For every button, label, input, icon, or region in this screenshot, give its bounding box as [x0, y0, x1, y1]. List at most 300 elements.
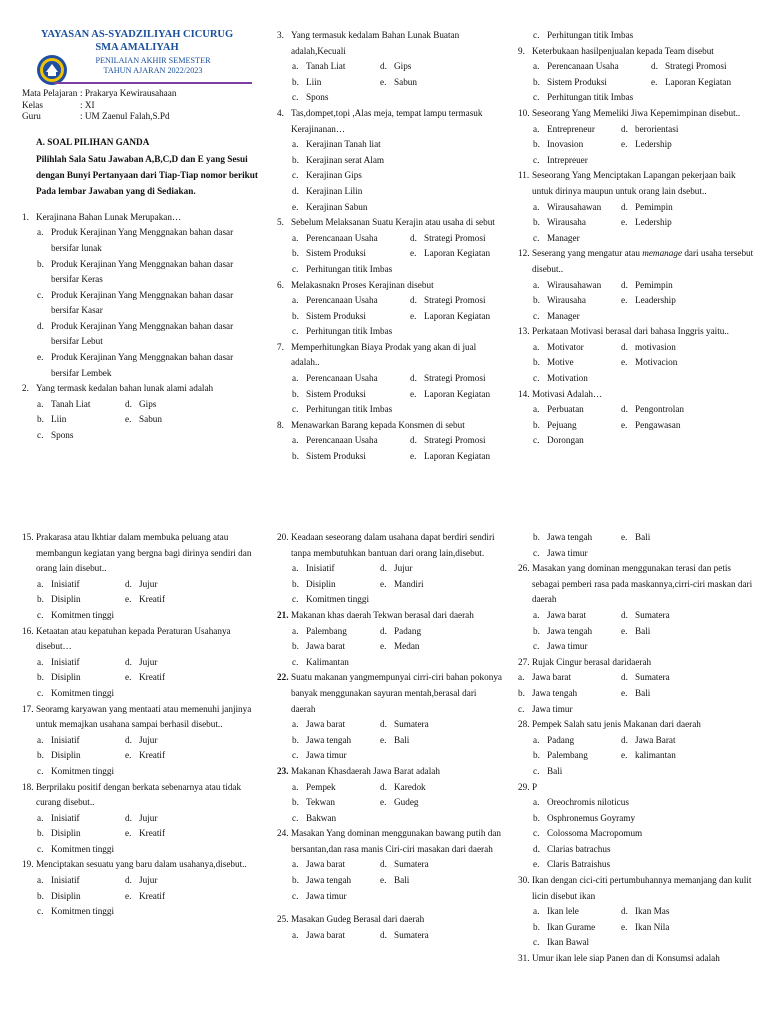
- option-row: [518, 122, 758, 138]
- question: [518, 106, 758, 122]
- text-label: Ledership: [635, 139, 672, 150]
- option: [22, 608, 260, 624]
- option-letter: e.: [621, 419, 628, 430]
- option-row: [277, 246, 502, 262]
- question-number: 22.: [277, 672, 289, 683]
- text-label: Sistem Produksi: [306, 248, 366, 259]
- option-letter: d.: [125, 398, 132, 409]
- option-letter: e.: [125, 594, 132, 605]
- option-letter: b.: [518, 687, 525, 698]
- question-number: 7.: [277, 341, 284, 352]
- option: [518, 842, 758, 858]
- option-letter: a.: [533, 341, 540, 352]
- text-label: Inisiatif: [51, 578, 80, 589]
- question-number: 4.: [277, 107, 284, 118]
- text-label: motivasion: [635, 341, 676, 352]
- question-number: 17.: [22, 703, 34, 714]
- option-letter: d.: [621, 201, 628, 212]
- text-label: Jawa timur: [532, 703, 573, 714]
- question: [518, 655, 758, 671]
- column-1-top: [22, 28, 260, 444]
- text-label: Strategi Promosi: [424, 373, 486, 384]
- text-label: Sabun: [139, 414, 162, 425]
- option-letter: a.: [292, 139, 299, 150]
- option: [518, 935, 758, 951]
- option: [518, 231, 758, 247]
- option-row: [518, 748, 758, 764]
- option-letter: a.: [533, 279, 540, 290]
- option-letter: d.: [125, 656, 132, 667]
- option-letter: b.: [37, 258, 44, 269]
- question-number: 23.: [277, 765, 289, 776]
- text-label: Laporan Kegiatan: [424, 388, 491, 399]
- option-letter: e.: [125, 890, 132, 901]
- option: [22, 288, 260, 319]
- option-letter: e.: [125, 672, 132, 683]
- column-1-bottom: [22, 530, 260, 920]
- option-letter: e.: [380, 875, 387, 886]
- option-row: [277, 293, 502, 309]
- meta-key: Mata Pelajaran: [22, 88, 78, 98]
- question-number: 15.: [22, 532, 34, 542]
- text-label: Liin: [306, 76, 322, 87]
- school-name: YAYASAN AS-SYADZILIYAH CICURUG: [40, 29, 234, 40]
- option-letter: b.: [37, 672, 44, 683]
- text-label: Keterbukaan hasilpenjualan kepada Team disebut: [532, 45, 714, 56]
- option-letter: c.: [292, 404, 299, 415]
- option: [22, 319, 260, 350]
- text-label: Jujur: [139, 656, 158, 667]
- text-label: Ikan Mas: [635, 906, 670, 917]
- option-letter: a.: [37, 875, 44, 886]
- question: [277, 912, 502, 928]
- question-number: 14.: [518, 388, 530, 399]
- option-letter: d.: [380, 563, 387, 574]
- option-row: [22, 655, 260, 671]
- text-label: Pemimpin: [635, 201, 673, 212]
- option-letter: a.: [37, 578, 44, 589]
- text-label: Makanan Khasdaerah Jawa Barat adalah: [291, 765, 440, 776]
- text-label: Makanan khas daerah Tekwan berasal dari daerah: [291, 609, 474, 620]
- text-label: Gudeg: [394, 797, 419, 808]
- option-row: [277, 59, 502, 75]
- text-label: Komitmen tinggi: [51, 906, 115, 917]
- option-row: [518, 200, 758, 216]
- text-label: Wirausahawan: [547, 201, 602, 212]
- option-letter: b.: [292, 641, 299, 652]
- option-letter: c.: [292, 750, 299, 761]
- option-letter: b.: [292, 76, 299, 87]
- text-label: Jawa tengah: [547, 532, 593, 542]
- option-letter: e.: [533, 859, 540, 870]
- text-label: Dorongan: [547, 435, 584, 446]
- option: [277, 748, 502, 764]
- text-label: Jujur: [139, 875, 158, 886]
- option-letter: a.: [37, 398, 44, 409]
- option-letter: d.: [380, 781, 387, 792]
- text-label: Laporan Kegiatan: [665, 76, 732, 87]
- text-label: Sistem Produksi: [306, 451, 366, 462]
- text-label: Strategi Promosi: [424, 232, 486, 243]
- option-row: [518, 59, 758, 75]
- text-label: Laporan Kegiatan: [424, 451, 491, 462]
- text-label: Entrepreneur: [547, 123, 595, 134]
- text-label: Manager: [547, 232, 580, 243]
- option: [277, 262, 502, 278]
- question-number: 24.: [277, 828, 289, 839]
- option-letter: e.: [125, 414, 132, 425]
- option-letter: c.: [518, 703, 525, 714]
- option-letter: e.: [125, 750, 132, 761]
- question-number: 28.: [518, 719, 530, 730]
- option-letter: c.: [533, 641, 540, 652]
- option-row: [518, 530, 758, 546]
- option-letter: d.: [37, 320, 44, 331]
- option-row: [518, 670, 758, 686]
- option-letter: b.: [533, 357, 540, 368]
- text-label: Kerajinana Bahan Lunak Merupakan…: [36, 211, 182, 222]
- header-divider: [54, 82, 252, 84]
- option-letter: a.: [37, 227, 44, 238]
- text-label: Motivator: [547, 341, 584, 352]
- text-label: Wirausahawan: [547, 279, 602, 290]
- option-letter: a.: [37, 734, 44, 745]
- text-label: Jujur: [394, 563, 413, 574]
- option-letter: b.: [533, 217, 540, 228]
- option-letter: d.: [621, 906, 628, 917]
- option-row: [518, 418, 758, 434]
- option-letter: a.: [533, 61, 540, 72]
- option-row: [277, 309, 502, 325]
- option-row: [518, 278, 758, 294]
- text-label: Ketaatan atau kepatuhan kepada Peraturan Usahanya disebut…: [36, 625, 231, 652]
- option-row: [518, 686, 758, 702]
- option-letter: d.: [410, 232, 417, 243]
- question-number: 18.: [22, 781, 34, 792]
- option-letter: d.: [410, 295, 417, 306]
- option-letter: a.: [292, 625, 299, 636]
- option-letter: c.: [533, 435, 540, 446]
- text-label: Produk Kerajinan Yang Menggnakan bahan dasar bersifar Keras: [51, 258, 234, 285]
- text-label: Perencanaan Usaha: [306, 435, 378, 446]
- option-letter: b.: [533, 750, 540, 761]
- option-letter: c.: [533, 30, 540, 40]
- option: [22, 904, 260, 920]
- option-row: [277, 639, 502, 655]
- option-letter: b.: [292, 310, 299, 321]
- text-label: Jawa tengah: [306, 875, 352, 886]
- option-letter: a.: [533, 734, 540, 745]
- text-label: Produk Kerajinan Yang Menggnakan bahan dasar bersifar Lembek: [51, 352, 234, 378]
- option-letter: d.: [125, 812, 132, 823]
- option-letter: b.: [292, 154, 299, 165]
- text-label: Kerajinan Gips: [306, 170, 362, 181]
- text-label: Kreatif: [139, 750, 166, 761]
- option-letter: c.: [37, 843, 44, 854]
- question-number: 3.: [277, 30, 284, 40]
- text-label: Osphronemus Goyramy: [547, 812, 636, 823]
- option: [518, 90, 758, 106]
- option: [518, 28, 758, 44]
- text-label: Inisiatif: [306, 563, 335, 574]
- text-label: Tekwan: [306, 797, 335, 808]
- option-letter: c.: [292, 594, 299, 605]
- option-letter: e.: [621, 217, 628, 228]
- text-label: Disiplin: [51, 750, 81, 761]
- text-label: Ikan Bawal: [547, 937, 590, 948]
- text-label: Perhitungan titik Imbas: [306, 263, 393, 274]
- question: [22, 624, 260, 655]
- option-letter: d.: [621, 341, 628, 352]
- option-letter: b.: [292, 875, 299, 886]
- text-label: Jawa timur: [306, 890, 347, 901]
- question: [22, 210, 260, 226]
- text-label: Jawa timur: [547, 547, 588, 558]
- text-label: Jawa tengah: [306, 734, 352, 745]
- text-label: Gips: [139, 398, 157, 409]
- option-letter: d.: [533, 843, 540, 854]
- option-row: [518, 733, 758, 749]
- option-letter: b.: [37, 828, 44, 839]
- option: [518, 795, 758, 811]
- option: [518, 639, 758, 655]
- option-row: [22, 889, 260, 905]
- text-label: Jujur: [139, 578, 158, 589]
- text-label: Umur ikan lele siap Panen dan di Konsumsi adalah: [532, 953, 720, 964]
- option-row: [518, 402, 758, 418]
- option-letter: c.: [533, 232, 540, 243]
- option-letter: c.: [37, 289, 44, 300]
- text-label: Jujur: [139, 734, 158, 745]
- option-letter: c.: [533, 547, 540, 558]
- option-letter: d.: [621, 734, 628, 745]
- text-label: Disiplin: [51, 672, 81, 683]
- text-label: Bali: [635, 625, 651, 636]
- exam-title: PENILAIAN AKHIR SEMESTER: [95, 56, 211, 65]
- option: [518, 309, 758, 325]
- question-number: 30.: [518, 875, 530, 886]
- text-label: Sumatera: [394, 859, 429, 870]
- text-label: Mandiri: [394, 578, 424, 589]
- letterhead: [22, 28, 260, 86]
- meta-key: Guru: [22, 111, 41, 121]
- text-label: Inisiatif: [51, 656, 80, 667]
- text-label: Bali: [635, 532, 651, 542]
- question: [22, 381, 260, 397]
- option: [22, 350, 260, 381]
- option: [22, 428, 260, 444]
- option-letter: b.: [533, 76, 540, 87]
- option-letter: d.: [380, 929, 387, 940]
- text-label: Komitmen tinggi: [306, 594, 370, 605]
- option-letter: d.: [380, 61, 387, 72]
- instructions: Pilihlah Sala Satu Jawaban A,B,C,D dan E yang Sesui dengan Bunyi Pertanyaan dari Tiap-Tiap nomor berikut Pada lembar Jawaban yang di Sediakan.: [36, 153, 258, 197]
- question: [518, 168, 758, 199]
- option-letter: a.: [533, 906, 540, 917]
- text-label: Perhitungan titik Imbas: [306, 404, 393, 415]
- text-label: Padang: [394, 625, 422, 636]
- question: [277, 28, 502, 59]
- text-label: Medan: [394, 641, 420, 652]
- option-letter: b.: [292, 248, 299, 259]
- option: [518, 546, 758, 562]
- text-label: Strategi Promosi: [665, 61, 727, 72]
- text-label: Perencanaan Usaha: [547, 61, 619, 72]
- exam-meta: [22, 88, 260, 123]
- text-label: Suatu makanan yangmempunyai cirri-ciri bahan pokonya banyak menggunakan sayuran mentah,berasal dari daerah: [291, 672, 502, 714]
- option-letter: b.: [37, 750, 44, 761]
- question: [22, 780, 260, 811]
- option-letter: e.: [410, 388, 417, 399]
- text-label: Jawa barat: [532, 672, 572, 683]
- text-label: Masakan Gudeg Berasal dari daerah: [291, 914, 425, 925]
- option-row: [22, 748, 260, 764]
- option-row: [277, 857, 502, 873]
- option: [277, 324, 502, 340]
- text-label: Intrepreuer: [547, 154, 588, 165]
- option: [22, 764, 260, 780]
- option-letter: c.: [292, 92, 299, 103]
- option-row: [277, 577, 502, 593]
- text-label: Inovasion: [547, 139, 584, 150]
- option-letter: b.: [533, 921, 540, 932]
- text-label: Wirausaha: [547, 217, 586, 228]
- text-label: Pengontrolan: [635, 404, 684, 415]
- text-label: Inisiatif: [51, 734, 80, 745]
- option-row: [22, 670, 260, 686]
- text-label: Prakarasa atau Ikhtiar dalam membuka peluang atau membangun kegiatan yang bergna bagi dirinya sendiri dan orang lain disebut..: [36, 532, 252, 574]
- text-label: kalimantan: [635, 750, 676, 761]
- option-letter: a.: [292, 929, 299, 940]
- option-letter: c.: [533, 828, 540, 839]
- text-label: Produk Kerajinan Yang Menggnakan bahan dasar bersifar Kasar: [51, 289, 234, 316]
- text-label: Strategi Promosi: [424, 435, 486, 446]
- text-label: Tas,dompet,topi ,Alas meja, tempat lampu termasuk Kerajinanan…: [291, 107, 483, 134]
- option-letter: e.: [621, 687, 628, 698]
- option-letter: c.: [533, 310, 540, 321]
- option-letter: c.: [533, 765, 540, 776]
- option-letter: c.: [292, 890, 299, 901]
- text-label: Menawarkan Barang kepada Konsmen di sebut: [291, 419, 465, 430]
- question: [518, 780, 758, 796]
- text-label: Motive: [547, 357, 574, 368]
- text-label: Bali: [394, 875, 410, 886]
- text-label: Jawa barat: [547, 609, 587, 620]
- text-label: Sabun: [394, 76, 417, 87]
- text-label: Tanah Liat: [306, 61, 346, 72]
- text-label: Disiplin: [306, 578, 336, 589]
- question: [277, 215, 502, 231]
- option-letter: a.: [292, 295, 299, 306]
- text-label: Spons: [51, 430, 74, 441]
- text-label: Laporan Kegiatan: [424, 248, 491, 259]
- option-row: [518, 75, 758, 91]
- option-letter: c.: [292, 656, 299, 667]
- text-label: Perhitungan titik Imbas: [547, 92, 634, 103]
- text-label: Perbuatan: [547, 404, 584, 415]
- text-label: Oreochromis niloticus: [547, 797, 629, 808]
- option-letter: c.: [37, 906, 44, 917]
- option: [518, 702, 758, 718]
- option-letter: a.: [292, 859, 299, 870]
- option-letter: a.: [292, 563, 299, 574]
- text-label: P: [532, 781, 538, 792]
- option-row: [518, 340, 758, 356]
- text-label: Seoramg karyawan yang mentaati atau memenuhi janjinya untuk memajkan usahana sampai berhasil disebut..: [36, 703, 252, 730]
- question-number: 5.: [277, 217, 284, 228]
- option-letter: a.: [292, 373, 299, 384]
- option-letter: d.: [621, 279, 628, 290]
- text-label: dari usaha tersebut disebut..: [532, 248, 754, 274]
- text-label: Padang: [547, 734, 575, 745]
- text-label: Leadership: [635, 295, 676, 306]
- option-letter: e.: [621, 625, 628, 636]
- option-letter: b.: [533, 532, 540, 542]
- text-label: Ikan Gurame: [547, 921, 596, 932]
- option-letter: d.: [380, 625, 387, 636]
- text-label: Memperhitungkan Biaya Prodak yang akan di jual adalah..: [291, 341, 477, 368]
- question: [22, 702, 260, 733]
- option: [277, 592, 502, 608]
- option: [518, 433, 758, 449]
- option-row: [277, 449, 502, 465]
- text-label: Karedok: [394, 781, 426, 792]
- question-number: 9.: [518, 45, 525, 56]
- option-letter: d.: [651, 61, 658, 72]
- option: [518, 371, 758, 387]
- option-letter: e.: [410, 248, 417, 259]
- question: [277, 106, 502, 137]
- text-label: Seseorang Yang Menciptakan Lapangan pekerjaan baik untuk dirinya maupun untuk orang lain dsebut..: [532, 170, 736, 196]
- text-label: Gips: [394, 61, 412, 72]
- text-label: Yang termask kedalan bahan lunak alami adalah: [36, 383, 214, 394]
- option-letter: a.: [292, 781, 299, 792]
- meta-value: : UM Zaenul Falah,S.Pd: [80, 111, 170, 121]
- text-label: Inisiatif: [51, 875, 80, 886]
- option-row: [277, 795, 502, 811]
- text-label: Komitmen tinggi: [51, 765, 115, 776]
- text-label: Colossoma Macropomum: [547, 828, 643, 839]
- option: [277, 811, 502, 827]
- text-label: berorientasi: [635, 123, 679, 134]
- option-letter: c.: [37, 430, 44, 441]
- option-letter: d.: [380, 719, 387, 730]
- text-label: Pempek Salah satu jenis Makanan dari daerah: [532, 719, 701, 730]
- text-label: Bali: [547, 765, 563, 776]
- option-row: [518, 215, 758, 231]
- text-label: Produk Kerajinan Yang Menggnakan bahan dasar bersifar lunak: [51, 227, 234, 253]
- option-letter: a.: [518, 672, 525, 683]
- option-letter: d.: [410, 435, 417, 446]
- text-label: Ikan Nila: [635, 921, 670, 932]
- question-number: 12.: [518, 248, 530, 259]
- question: [22, 857, 260, 873]
- question: [277, 340, 502, 371]
- option-row: [22, 577, 260, 593]
- column-3-top: [518, 28, 758, 449]
- option-letter: d.: [621, 404, 628, 415]
- option-letter: a.: [292, 719, 299, 730]
- option: [277, 153, 502, 169]
- option-row: [518, 137, 758, 153]
- option-letter: e.: [621, 750, 628, 761]
- text-label: Sumatera: [394, 929, 429, 940]
- option-letter: e.: [621, 921, 628, 932]
- option-letter: a.: [37, 812, 44, 823]
- academic-year: TAHUN AJARAN 2022/2023: [103, 66, 203, 75]
- option-letter: b.: [292, 734, 299, 745]
- option-letter: d.: [621, 609, 628, 620]
